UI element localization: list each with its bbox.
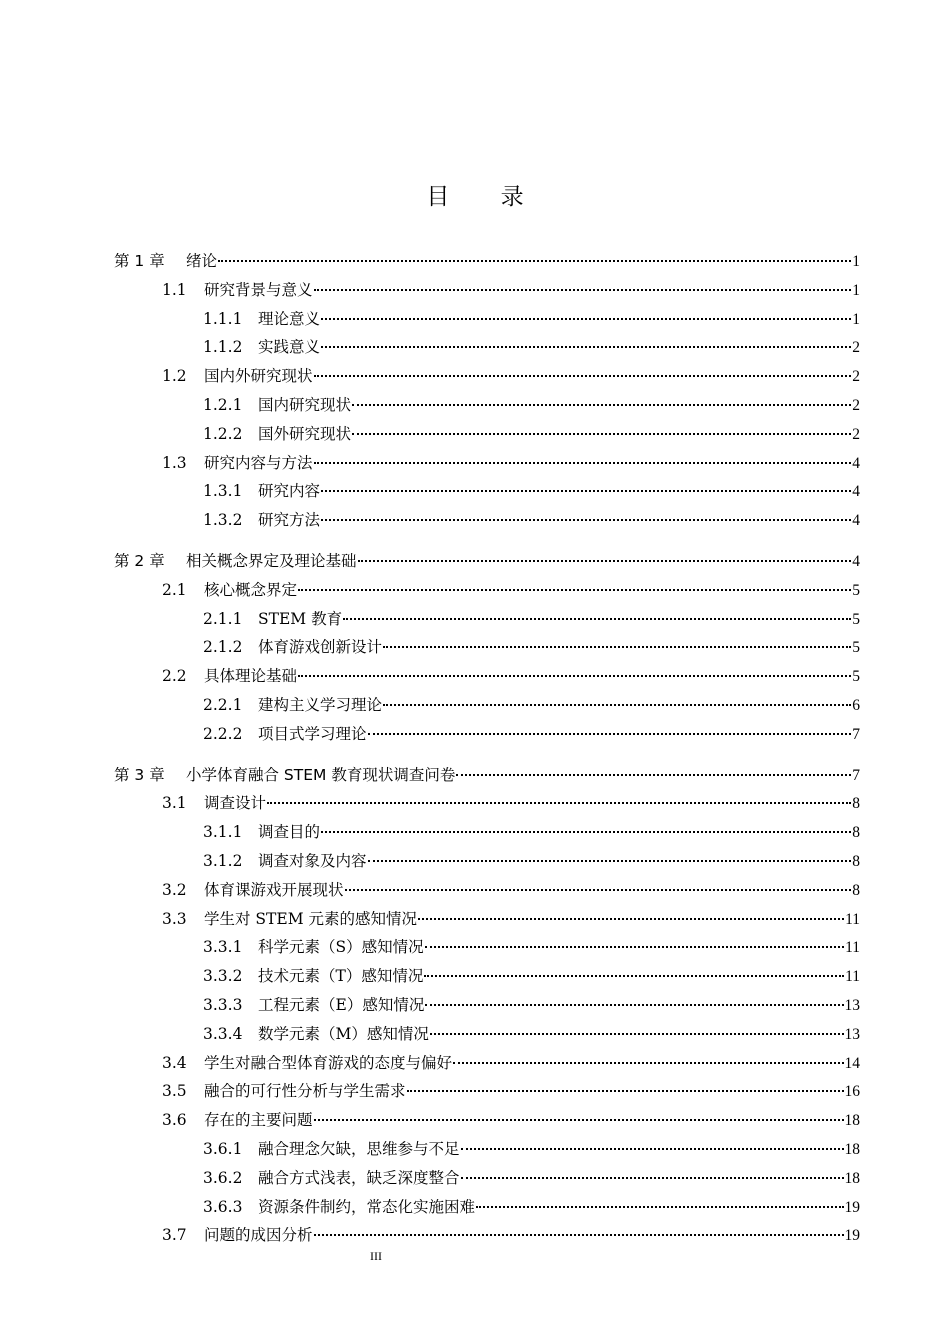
toc-chapter-entry[interactable]	[114, 547, 860, 576]
toc-leader-dots	[383, 704, 851, 706]
toc-entry-page: 4	[852, 454, 860, 472]
toc-entry-page: 8	[852, 795, 860, 813]
toc-subsection-entry[interactable]	[114, 420, 860, 449]
toc-entry-number: 第 1 章	[114, 252, 165, 270]
toc-entry-page: 1	[852, 310, 860, 328]
toc-entry-page: 13	[844, 1025, 860, 1043]
toc-subsection-entry[interactable]	[114, 305, 860, 334]
toc-entry-number: 1.2.2	[203, 424, 243, 443]
toc-entry-page: 18	[844, 1112, 860, 1130]
toc-entry-label: 研究内容与方法	[204, 453, 313, 472]
toc-entry-page: 1	[852, 281, 860, 299]
toc-entry-label: 研究方法	[258, 511, 321, 530]
toc-leader-dots	[352, 404, 851, 406]
toc-leader-dots	[407, 1090, 844, 1092]
toc-entry-page: 11	[845, 939, 860, 957]
toc-section-entry[interactable]	[114, 1049, 860, 1078]
toc-section-entry[interactable]	[114, 449, 860, 478]
toc-leader-dots	[461, 1177, 844, 1179]
toc-subsection-entry[interactable]	[114, 333, 860, 362]
toc-entry-page: 2	[852, 425, 860, 443]
toc-entry-page: 14	[844, 1054, 860, 1072]
toc-subsection-entry[interactable]	[114, 720, 860, 749]
toc-leader-dots	[425, 1004, 843, 1006]
toc-chapter-entry[interactable]	[114, 761, 860, 790]
toc-entry-number: 3.1	[162, 794, 187, 813]
toc-entry-label: 研究内容	[258, 482, 321, 501]
toc-section-entry[interactable]	[114, 876, 860, 905]
toc-entry-label: 调查设计	[204, 794, 267, 813]
toc-subsection-entry[interactable]	[114, 818, 860, 847]
toc-entry-page: 4	[852, 483, 860, 501]
toc-subsection-entry[interactable]	[114, 847, 860, 876]
toc-entry-number: 3.1.2	[203, 851, 243, 870]
toc-section-entry[interactable]	[114, 1221, 860, 1250]
toc-leader-dots	[267, 802, 851, 804]
toc-entry-page: 7	[852, 725, 860, 743]
toc-subsection-entry[interactable]	[114, 691, 860, 720]
toc-entry-number: 1.1.2	[203, 338, 243, 357]
toc-leader-dots	[298, 589, 851, 591]
toc-leader-dots	[345, 889, 852, 891]
toc-entry-label: 实践意义	[258, 338, 321, 357]
toc-entry-page: 2	[852, 339, 860, 357]
toc-entry-label: 相关概念界定及理论基础	[186, 551, 357, 570]
toc-leader-dots	[321, 519, 851, 521]
toc-entry-label: 学生对 STEM 元素的感知情况	[204, 909, 417, 928]
toc-entry-label: 问题的成因分析	[204, 1226, 313, 1245]
toc-entry-number: 1.2.1	[203, 395, 243, 414]
toc-entry-number: 3.6.3	[203, 1197, 243, 1216]
toc-entry-label: 调查对象及内容	[258, 851, 367, 870]
toc-leader-dots	[314, 462, 852, 464]
toc-entry-page: 18	[844, 1169, 860, 1187]
toc-leader-dots	[461, 1148, 844, 1150]
toc-entry-label: 技术元素（T）感知情况	[258, 967, 424, 986]
toc-subsection-entry[interactable]	[114, 1135, 860, 1164]
toc-entry-page: 5	[852, 668, 860, 686]
toc-subsection-entry[interactable]	[114, 391, 860, 420]
toc-entry-number: 1.2	[162, 367, 187, 386]
toc-entry-page: 5	[852, 639, 860, 657]
toc-leader-dots	[383, 646, 851, 648]
toc-entry-label: 建构主义学习理论	[258, 695, 383, 714]
toc-entry-number: 3.3	[162, 909, 187, 928]
toc-subsection-entry[interactable]	[114, 1164, 860, 1193]
toc-entry-number: 3.3.2	[203, 967, 243, 986]
toc-leader-dots	[453, 1062, 843, 1064]
toc-entry-number: 1.3	[162, 453, 187, 472]
toc-leader-dots	[314, 1234, 844, 1236]
toc-entry-number: 1.1	[162, 280, 187, 299]
toc-entry-number: 1.1.1	[203, 309, 243, 328]
toc-leader-dots	[456, 774, 851, 776]
toc-entry-number: 2.1.1	[203, 609, 243, 628]
toc-entry-page: 11	[845, 968, 860, 986]
toc-entry-number: 3.5	[162, 1082, 187, 1101]
toc-section-entry[interactable]	[114, 662, 860, 691]
toc-entry-label: 资源条件制约，常态化实施困难	[258, 1197, 476, 1216]
toc-entry-page: 4	[852, 512, 860, 530]
toc-subsection-entry[interactable]	[114, 633, 860, 662]
toc-entry-number: 第 2 章	[114, 551, 165, 570]
toc-entry-page: 2	[852, 368, 860, 386]
toc-entry-label: STEM 教育	[258, 609, 343, 628]
toc-entry-label: 研究背景与意义	[204, 280, 313, 299]
toc-leader-dots	[343, 618, 851, 620]
toc-entry-number: 1.3.2	[203, 511, 243, 530]
toc-entry-label: 存在的主要问题	[204, 1111, 313, 1130]
toc-leader-dots	[321, 318, 851, 320]
toc-leader-dots	[298, 675, 851, 677]
toc-entry-label: 项目式学习理论	[258, 724, 367, 743]
toc-entry-page: 19	[844, 1227, 860, 1245]
page-number-footer: III	[370, 1249, 382, 1263]
toc-entry-number: 3.4	[162, 1053, 187, 1072]
toc-entry-number: 3.3.1	[203, 938, 243, 957]
toc-entry-page: 7	[852, 766, 860, 784]
toc-entry-label: 具体理论基础	[204, 667, 298, 686]
toc-entry-label: 核心概念界定	[204, 580, 298, 599]
toc-entry-label: 调查目的	[258, 823, 321, 842]
toc-entry-number: 2.1	[162, 580, 187, 599]
toc-entry-page: 4	[852, 552, 860, 570]
toc-section-entry[interactable]	[114, 789, 860, 818]
toc-leader-dots	[368, 733, 852, 735]
toc-leader-dots	[430, 1033, 844, 1035]
toc-entry-number: 3.7	[162, 1226, 187, 1245]
toc-leader-dots	[321, 490, 851, 492]
toc-leader-dots	[424, 975, 844, 977]
toc-entry-number: 3.3.4	[203, 1024, 243, 1043]
toc-subsection-entry[interactable]	[114, 991, 860, 1020]
toc-entry-label: 数学元素（M）感知情况	[258, 1024, 429, 1043]
toc-entry-label: 科学元素（S）感知情况	[258, 938, 424, 957]
toc-section-entry[interactable]	[114, 1106, 860, 1135]
toc-leader-dots	[321, 346, 851, 348]
toc-entry-page: 8	[852, 824, 860, 842]
toc-entry-number: 2.2.2	[203, 724, 243, 743]
toc-leader-dots	[425, 946, 844, 948]
toc-entry-number: 3.2	[162, 880, 187, 899]
toc-section-entry[interactable]	[114, 905, 860, 934]
table-of-contents	[114, 247, 860, 1250]
toc-leader-dots	[358, 560, 852, 562]
toc-entry-page: 18	[844, 1140, 860, 1158]
toc-entry-page: 11	[845, 910, 860, 928]
toc-entry-number: 2.2	[162, 667, 187, 686]
toc-section-entry[interactable]	[114, 576, 860, 605]
toc-entry-number: 2.1.2	[203, 638, 243, 657]
toc-entry-number: 3.6	[162, 1111, 187, 1130]
toc-subsection-entry[interactable]	[114, 506, 860, 535]
toc-entry-page: 5	[852, 610, 860, 628]
toc-entry-page: 8	[852, 852, 860, 870]
toc-leader-dots	[314, 289, 852, 291]
toc-entry-page: 16	[844, 1083, 860, 1101]
toc-entry-label: 体育课游戏开展现状	[204, 880, 344, 899]
toc-subsection-entry[interactable]	[114, 1193, 860, 1222]
toc-entry-label: 体育游戏创新设计	[258, 638, 383, 657]
toc-entry-page: 1	[852, 253, 860, 270]
toc-entry-label: 国外研究现状	[258, 424, 352, 443]
toc-entry-number: 2.2.1	[203, 695, 243, 714]
toc-entry-label: 学生对融合型体育游戏的态度与偏好	[204, 1053, 453, 1072]
toc-subsection-entry[interactable]	[114, 962, 860, 991]
toc-entry-label: 工程元素（E）感知情况	[258, 995, 425, 1014]
toc-entry-page: 8	[852, 881, 860, 899]
toc-entry-number: 3.3.3	[203, 995, 243, 1014]
toc-entry-page: 13	[844, 996, 860, 1014]
toc-entry-label: 融合理念欠缺，思维参与不足	[258, 1139, 460, 1158]
toc-leader-dots	[368, 860, 852, 862]
toc-entry-number: 3.6.1	[203, 1139, 243, 1158]
toc-subsection-entry[interactable]	[114, 1020, 860, 1049]
toc-leader-dots	[314, 1119, 844, 1121]
toc-leader-dots	[418, 918, 844, 920]
toc-entry-label: 融合方式浅表，缺乏深度整合	[258, 1168, 460, 1187]
toc-entry-page: 5	[852, 581, 860, 599]
toc-entry-label: 小学体育融合 STEM 教育现状调查问卷	[186, 765, 456, 784]
toc-title: 目 录	[426, 184, 546, 210]
toc-section-entry[interactable]	[114, 362, 860, 391]
toc-entry-label: 理论意义	[258, 309, 321, 328]
toc-subsection-entry[interactable]	[114, 477, 860, 506]
toc-entry-label: 绪论	[186, 252, 218, 270]
toc-entry-label: 国内外研究现状	[204, 367, 313, 386]
toc-leader-dots	[476, 1206, 843, 1208]
toc-subsection-entry[interactable]	[114, 605, 860, 634]
toc-entry-page: 19	[844, 1198, 860, 1216]
toc-section-entry[interactable]	[114, 1077, 860, 1106]
toc-leader-dots	[352, 433, 851, 435]
toc-entry-label: 融合的可行性分析与学生需求	[204, 1082, 406, 1101]
toc-leader-dots	[314, 375, 852, 377]
toc-entry-number: 3.1.1	[203, 823, 243, 842]
toc-leader-dots	[321, 831, 851, 833]
toc-subsection-entry[interactable]	[114, 933, 860, 962]
toc-section-entry[interactable]	[114, 276, 860, 305]
toc-entry-page: 2	[852, 396, 860, 414]
toc-entry-number: 第 3 章	[114, 765, 165, 784]
toc-entry-number: 1.3.1	[203, 482, 243, 501]
toc-chapter-entry[interactable]	[114, 247, 860, 276]
toc-entry-page: 6	[852, 696, 860, 714]
toc-leader-dots	[218, 260, 851, 262]
toc-entry-label: 国内研究现状	[258, 395, 352, 414]
toc-entry-number: 3.6.2	[203, 1168, 243, 1187]
